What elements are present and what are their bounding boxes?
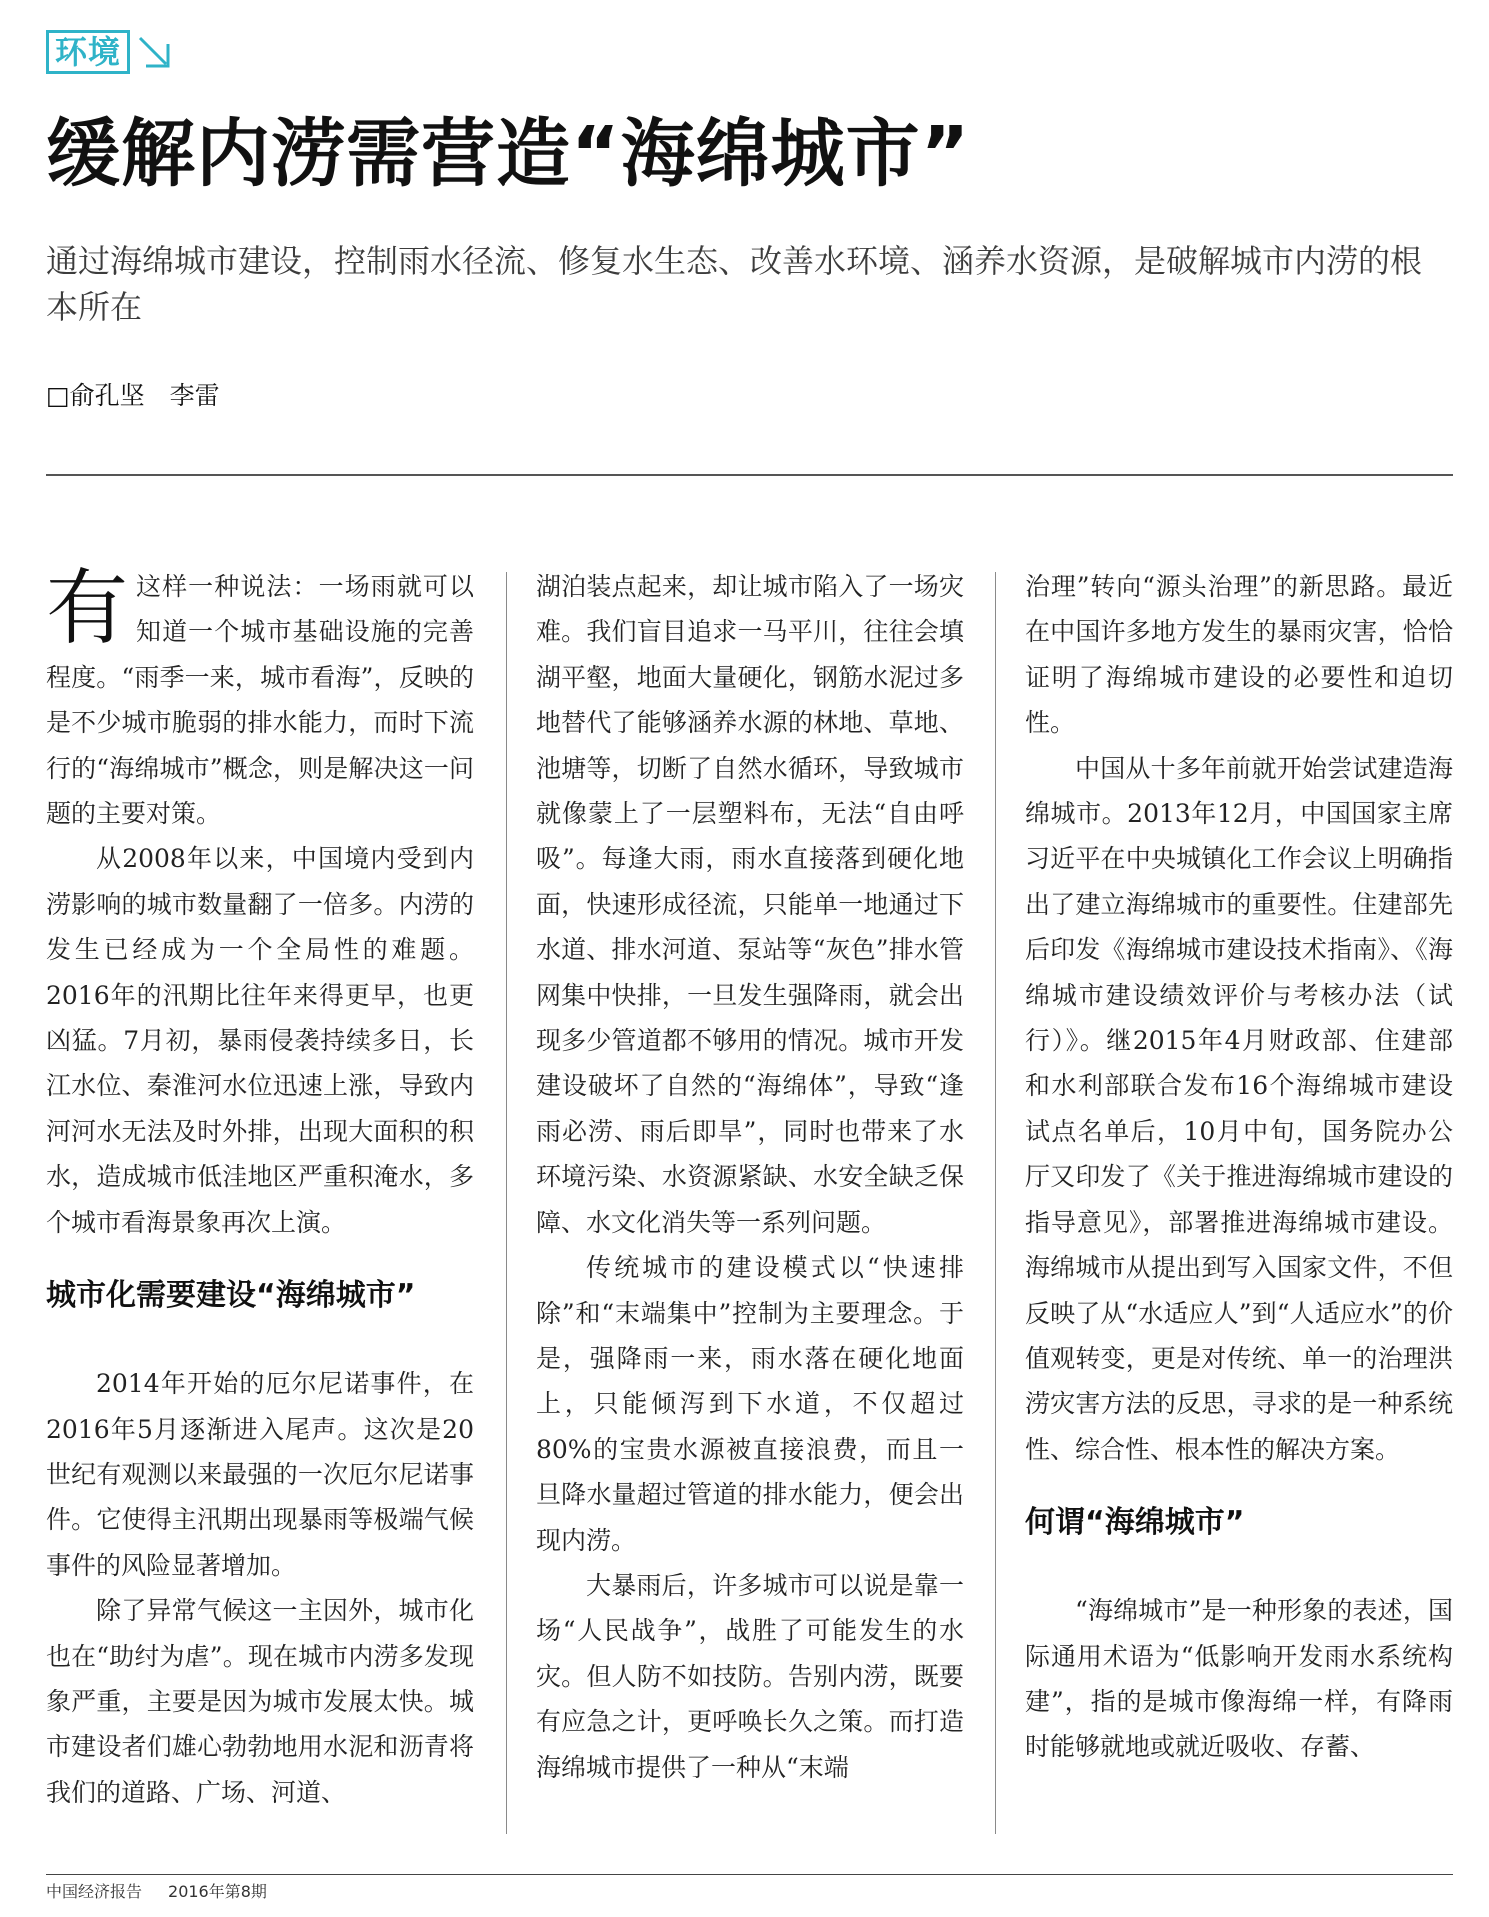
article-title: 缓解内涝需营造“海绵城市” xyxy=(46,111,971,197)
article-paragraph: 除了异常气候这一主因外，城市化也在“助纣为虐”。现在城市内涝多发现象严重，主要是因为城市发展太快。城市建设者们雄心勃勃地用水泥和沥青将我们的道路、广场、河道、 xyxy=(46,1596,474,1807)
article-paragraph: 2014年开始的厄尔尼诺事件，在2016年5月逐渐进入尾声。这次是20世纪有观测以来最强的一次厄尔尼诺事件。它使得主汛期出现暴雨等极端气候事件的风险显著增加。 xyxy=(46,1369,474,1580)
issue-number: 2016年第8期 xyxy=(168,1882,267,1901)
article-column-1 xyxy=(46,564,474,1846)
drop-cap: 有 xyxy=(46,564,129,656)
article-paragraph: 传统城市的建设模式以“快速排除”和“末端集中”控制为主要理念。于是，强降雨一来，雨水落在硬化地面上，只能倾泻到下水道，不仅超过80%的宝贵水源被直接浪费，而且一旦降水量超过管道的排水能力，便会出现内涝。 xyxy=(536,1253,964,1555)
section-heading: 何谓“海绵城市” xyxy=(1025,1505,1245,1541)
footer-divider xyxy=(46,1874,1453,1875)
arrow-down-right-icon xyxy=(134,32,174,72)
article-paragraph: 大暴雨后，许多城市可以说是靠一场“人民战争”，战胜了可能发生的水灾。但人防不如技防。告别内涝，既要有应急之计，更呼唤长久之策。而打造海绵城市提供了一种从“末端 xyxy=(536,1570,964,1782)
article-paragraph: 治理”转向“源头治理”的新思路。最近在中国许多地方发生的暴雨灾害，恰恰证明了海绵城市建设的必要性和迫切性。 xyxy=(1025,572,1453,738)
paragraph-text: 这样一种说法：一场雨就可以知道一个城市基础设施的完善程度。“雨季一来，城市看海”，反映的是不少城市脆弱的排水能力，而时下流行的“海绵城市”概念，则是解决这一问题的主要对策。 xyxy=(46,572,474,829)
publication-name: 中国经济报告 xyxy=(46,1882,143,1901)
article-subtitle: 通过海绵城市建设，控制雨水径流、修复水生态、改善水环境、涵养水资源，是破解城市内涝的根本所在 xyxy=(46,242,1423,326)
article-paragraph: “海绵城市”是一种形象的表述，国际通用术语为“低影响开发雨水系统构建”，指的是城市像海绵一样，有降雨时能够就地或就近吸收、存蓄、 xyxy=(1025,1596,1453,1762)
section-heading: 城市化需要建设“海绵城市” xyxy=(46,1278,416,1314)
article-paragraph: 从2008年以来，中国境内受到内涝影响的城市数量翻了一倍多。内涝的发生已经成为一个全局性的难题。2016年的汛期比往年来得更早，也更凶猛。7月初，暴雨侵袭持续多日，长江水位、秦淮河水位迅速上涨，导致内河河水无法及时外排，出现大面积的积水，造成城市低洼地区严重积淹水，多个城市看海景象再次上演。 xyxy=(46,844,474,1237)
column-divider xyxy=(995,572,996,1834)
article-paragraph: 中国从十多年前就开始尝试建造海绵城市。2013年12月，中国国家主席习近平在中央城镇化工作会议上明确指出了建立海绵城市的重要性。住建部先后印发《海绵城市建设技术指南》、《海绵城市建设绩效评价与考核办法（试行）》。继2015年4月财政部、住建部和水利部联合发布16个海绵城市建设试点名单后，10月中旬，国务院办公厅又印发了《关于推进海绵城市建设的指导意见》，部署推进海绵城市建设。海绵城市从提出到写入国家文件，不但反映了从“水适应人”到“人适应水”的价值观转变，更是对传统、单一的治理洪涝灾害方法的反思，寻求的是一种系统性、综合性、根本性的解决方案。 xyxy=(1025,753,1453,1464)
article-column-2 xyxy=(536,564,964,1846)
article-paragraph: 湖泊装点起来，却让城市陷入了一场灾难。我们盲目追求一马平川，往往会填湖平壑，地面大量硬化，钢筋水泥过多地替代了能够涵养水源的林地、草地、池塘等，切断了自然水循环，导致城市就像蒙上了一层塑料布，无法“自由呼吸”。每逢大雨，雨水直接落到硬化地面，快速形成径流，只能单一地通过下水道、排水河道、泵站等“灰色”排水管网集中快排，一旦发生强降雨，就会出现多少管道都不够用的情况。城市开发建设破坏了自然的“海绵体”，导致“逢雨必涝、雨后即旱”，同时也带来了水环境污染、水资源紧缺、水安全缺乏保障、水文化消失等一系列问题。 xyxy=(536,572,964,1237)
section-tag xyxy=(46,30,174,74)
article-paragraph xyxy=(46,564,474,836)
column-divider xyxy=(506,572,507,1834)
article-column-3 xyxy=(1025,564,1453,1846)
page-footer xyxy=(46,1880,267,1904)
header-divider xyxy=(46,474,1453,476)
section-tag-label: 环境 xyxy=(46,30,130,74)
article-authors: □俞孔坚 李雷 xyxy=(46,381,220,410)
